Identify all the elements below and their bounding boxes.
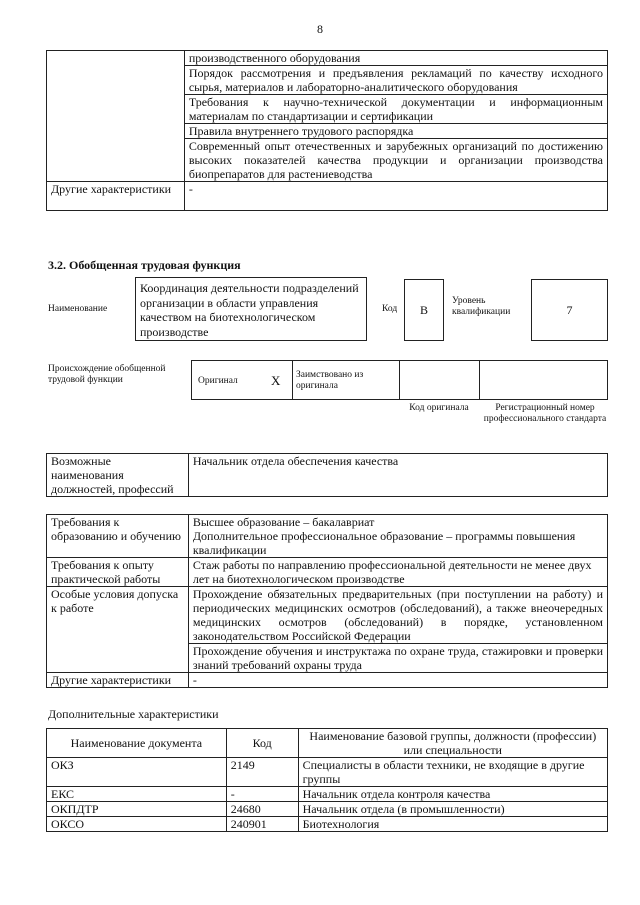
positions-value: Начальник отдела обеспечения качества <box>188 454 607 497</box>
table-row <box>47 758 608 787</box>
table-row <box>47 182 608 211</box>
table-row <box>47 673 608 688</box>
cell-divider <box>399 361 400 399</box>
table-cell-label: Другие характеристики <box>47 182 185 211</box>
table-cell: Правила внутреннего трудового распорядка <box>184 124 607 139</box>
experience-label: Требования к опыту практической работы <box>47 558 189 587</box>
table-cell: Требования к научно-технической документации и информационным материалам по стандартизации и сертификации <box>184 95 607 124</box>
positions-label: Возможные наименования должностей, профессий <box>47 454 189 497</box>
table-row <box>47 817 608 832</box>
original-code-caption: Код оригинала <box>409 403 469 413</box>
section-heading: 3.2. Обобщенная трудовая функция <box>48 258 241 272</box>
table-cell: Порядок рассмотрения и предъявления рекламаций по качеству исходного сырья, материалов и лабораторно-аналитического оборудования <box>184 66 607 95</box>
special-conditions-value: Прохождение обучения и инструктажа по охране труда, стажировки и проверки знаний требований охраны труда <box>188 644 607 673</box>
other-label: Другие характеристики <box>47 673 189 688</box>
table-row <box>47 802 608 817</box>
registration-number-caption: Регистрационный номер профессионального стандарта <box>483 403 607 424</box>
requirements-table <box>46 514 608 688</box>
table-cell: производственного оборудования <box>184 51 607 66</box>
code-value: B <box>419 302 428 317</box>
knowledge-table <box>46 50 608 211</box>
original-label: Оригинал <box>198 376 238 386</box>
table-cell: - <box>226 787 298 802</box>
origin-box <box>191 360 608 400</box>
table-cell: Современный опыт отечественных и зарубежных организаций по достижению высоких показателей качества продукции и организации производства биопрепаратов для растениеводства <box>184 139 607 182</box>
table-row <box>47 51 608 66</box>
table-cell: ОКЗ <box>47 758 227 787</box>
table-cell: - <box>184 182 607 211</box>
header-cell: Наименование базовой группы, должности (профессии) или специальности <box>298 729 607 758</box>
cell-divider <box>292 361 293 399</box>
function-name: Координация деятельности подразделений организации в области управления качеством на биотехнологическом производстве <box>140 281 359 339</box>
name-label: Наименование <box>48 304 108 314</box>
level-value: 7 <box>566 302 573 317</box>
table-row <box>47 454 608 497</box>
education-value <box>188 515 607 558</box>
header-cell: Код <box>226 729 298 758</box>
experience-value: Стаж работы по направлению профессиональной деятельности не менее двух лет на биотехнологическом производстве <box>188 558 607 587</box>
code-label: Код <box>382 304 398 314</box>
cell-divider <box>479 361 480 399</box>
education-line: Высшее образование – бакалавриат <box>192 515 375 529</box>
code-box <box>404 279 444 341</box>
education-label: Требования к образованию и обучению <box>47 515 189 558</box>
header-cell: Наименование документа <box>47 729 227 758</box>
page-number: 8 <box>317 22 323 36</box>
special-conditions-value: Прохождение обязательных предварительных (при поступлении на работу) и периодических медицинских осмотров (обследований), а также внеочередных медицинских осмотров (обследований) в порядке, установленном законодательством Российской Федерации <box>188 587 607 644</box>
table-cell: ОКСО <box>47 817 227 832</box>
additional-title: Дополнительные характеристики <box>48 707 219 721</box>
table-cell: 2149 <box>226 758 298 787</box>
table-cell: Начальник отдела контроля качества <box>298 787 607 802</box>
table-header-row <box>47 729 608 758</box>
other-value: - <box>188 673 607 688</box>
origin-label: Происхождение обобщенной трудовой функции <box>48 364 166 385</box>
borrowed-label: Заимствовано из оригинала <box>296 370 364 391</box>
table-row <box>47 515 608 558</box>
table-row <box>47 587 608 644</box>
level-label: Уровень квалификации <box>452 296 511 317</box>
table-cell: Биотехнология <box>298 817 607 832</box>
table-cell: Начальник отдела (в промышленности) <box>298 802 607 817</box>
positions-table <box>46 453 608 497</box>
table-cell: ОКПДТР <box>47 802 227 817</box>
education-line: Дополнительное профессиональное образование – программы повышения квалификации <box>192 529 576 557</box>
table-cell: 24680 <box>226 802 298 817</box>
table-cell: 240901 <box>226 817 298 832</box>
table-row <box>47 787 608 802</box>
function-name-box <box>135 277 367 341</box>
level-box <box>531 279 608 341</box>
table-cell-left <box>47 51 185 182</box>
table-cell: ЕКС <box>47 787 227 802</box>
table-row <box>47 558 608 587</box>
additional-table <box>46 728 608 832</box>
table-cell: Специалисты в области техники, не входящие в другие группы <box>298 758 607 787</box>
special-conditions-label: Особые условия допуска к работе <box>47 587 189 673</box>
original-mark: X <box>271 373 281 388</box>
